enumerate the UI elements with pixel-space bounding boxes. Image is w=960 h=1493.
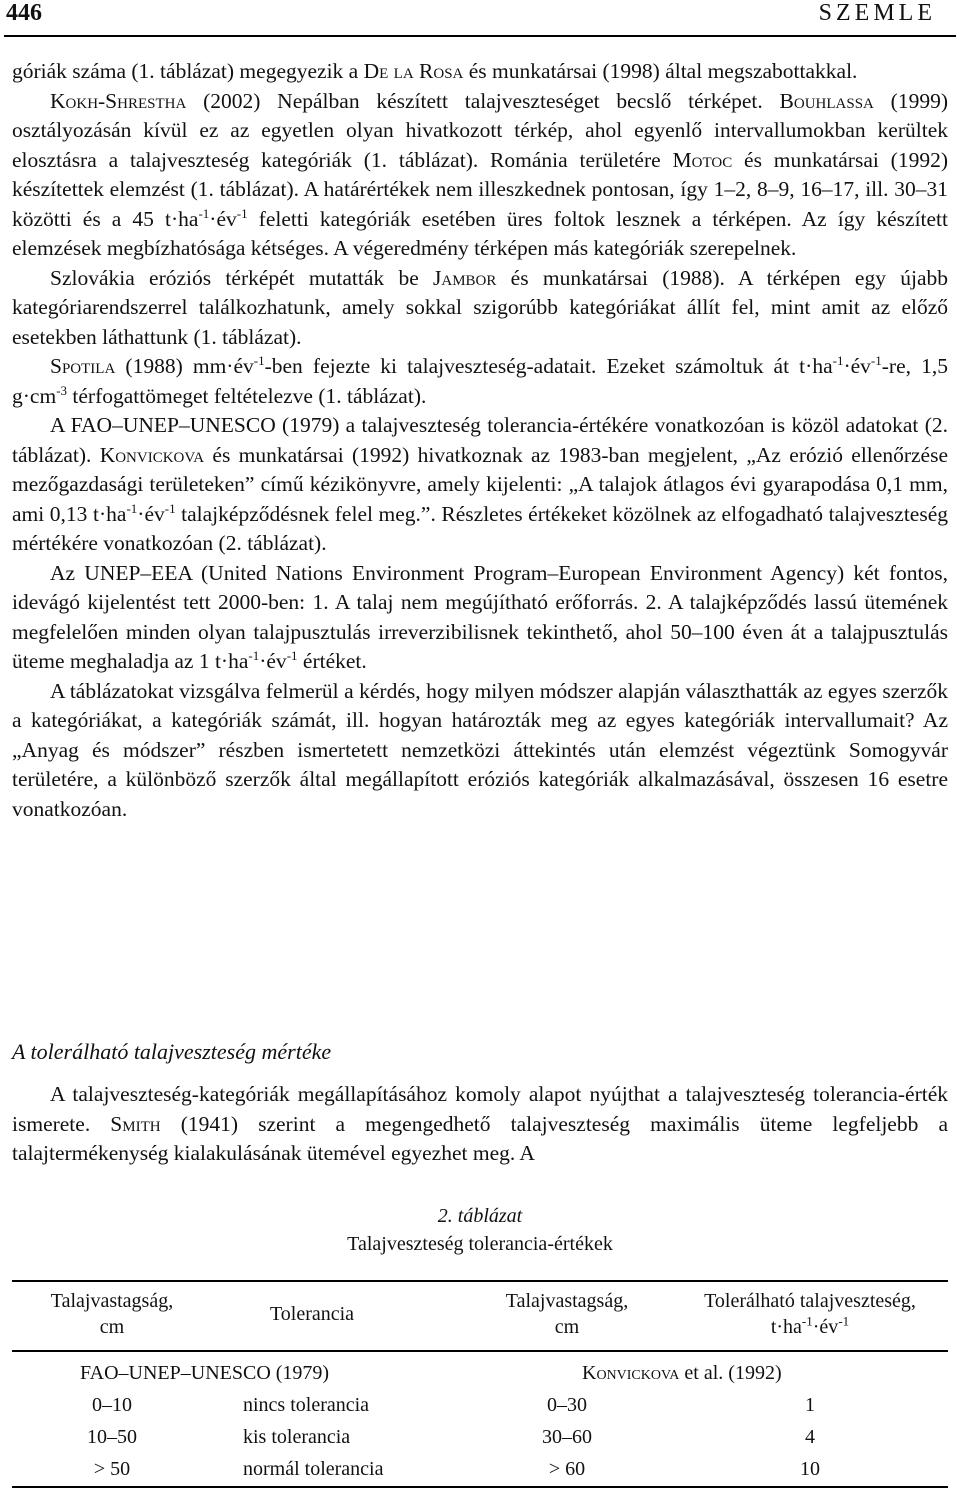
author-name: Smith [110,1111,161,1136]
cell-thickness: 10–50 [87,1426,137,1448]
cell-tolerance: normál tolerancia [243,1458,384,1480]
paragraph-8 [12,1080,948,1169]
text: ·év [259,649,287,673]
header-thickness-1 [12,1288,212,1340]
superscript: -1 [838,1313,850,1329]
cell-thickness-2: 30–60 [542,1426,592,1448]
paragraph-1 [12,57,948,87]
superscript: -1 [253,352,265,368]
text: Az UNEP–EEA (United Nations Environment Program–European Environment Agency) két fontos, idevágó kijelentést tett 2000-ben: 1. A talaj nem megújítható erőforrás. 2. A talajképződés lassú ütemének megfelelően minden olyan talajpusztulás irreverzibilisnek tekinthető, ahol 50–100 éven át a talajpusztulás üteme meghaladja az 1 t·ha [12,560,948,673]
superscript: -1 [164,500,176,516]
text: (1988) mm·év [115,354,254,378]
table-top-rule [12,1280,948,1282]
header-tolerance: Tolerancia [269,1303,355,1325]
text: és munkatársai (1992) hivatkoznak az 1983-ban megjelent, „Az erózió ellenőrzése mezőgazdasági területeken” című kézikönyvre, amely kijelenti: „A talajok átlagos évi gyarapodása 0,1 mm, ami 0,13 t·ha [12,442,948,526]
text: és munkatársai (1988). A térképen egy újabb kategóriarendszerrel találkozhatunk, amely sokkal szigorúbb kategóriákat állít fel, mint amit az előző esetekben láthattunk (1. táblázat). [12,265,949,349]
text: térfogattömeget feltételezve (1. táblázat). [67,383,427,408]
text: (1941) szerint a megengedhető talajveszteség maximális üteme legfeljebb a talajtermékenység kialakulásának ütemével egyezhet meg. A [12,1111,948,1165]
section-title: A tolerálható talajveszteség mértéke [12,1039,332,1064]
header-unit: cm [99,1316,125,1338]
source-right [582,1360,782,1386]
table-title: Talajveszteség tolerancia-értékek [347,1233,613,1255]
text: A FAO–UNEP–UNESCO (1979) a talajveszteség tolerancia-értékére vonatkozóan is közöl adatokat (2. táblázat). [12,413,948,467]
superscript: -1 [286,647,298,663]
text: feletti kategóriák esetében üres foltok lesznek a térképen. Az így készített elemzések megbízhatósága kétséges. A végeredmény térképen más kategóriák szerepelnek. [12,206,949,260]
source-left: FAO–UNEP–UNESCO (1979) [80,1362,330,1384]
text: talajképződésnek felel meg.”. Részletes értékeket közölnek az elfogadható talajveszteség mértékére vonatkozóan (2. táblázat). [12,501,948,555]
superscript: -1 [870,352,882,368]
text: (2002) Nepálban készített talajveszteséget becslő térképet. [186,88,780,113]
text: et al. (1992) [679,1362,782,1384]
text: góriák száma (1. táblázat) megegyezik a [12,59,364,83]
text: értéket. [297,649,367,673]
table-header-rule [12,1350,948,1352]
text: A talajveszteség-kategóriák megállapításához komoly alapot nyújthat a talajveszteség tolerancia-érték ismerete. [12,1082,948,1136]
paragraph-3 [12,264,948,353]
superscript: -1 [198,205,210,221]
header-text: Talajvastagság, [505,1290,629,1312]
author-name: Konvickova [99,442,205,467]
author-name: Bouhlassa [779,88,874,113]
page-header [0,0,960,40]
cell-thickness-2: 0–30 [547,1394,587,1416]
paragraph-5 [12,411,948,559]
cell-loss: 10 [800,1458,820,1480]
header-rule [4,35,956,37]
text: (1999) osztályozásán kívül ez az egyetlen olyan hivatkozott térkép, ahol egyenlő intervallumokban kerültek elosztásra a talajveszteség kategóriák (1. táblázat). Románia területére [12,88,948,172]
author-name: Jambor [433,265,497,290]
paragraph-6 [12,559,948,677]
cell-thickness: > 50 [93,1458,131,1480]
author-name: Konvickova [582,1362,680,1384]
cell-tolerance: nincs tolerancia [243,1394,370,1416]
superscript: -1 [236,205,248,221]
superscript: -1 [126,500,138,516]
header-text: Tolerálható talajveszteség, [704,1290,916,1312]
text: -ben fejezte ki talajveszteség-adatait. Ezeket számoltuk át t·ha [264,354,833,378]
superscript: -1 [801,1313,813,1329]
author-name: Spotila [50,354,116,378]
author-name: De la Rosa [363,59,464,83]
text: -re, 1,5 g·cm [12,354,948,408]
text: A táblázatokat vizsgálva felmerül a kérdés, hogy milyen módszer alapján választhatták az egyes szerzők a kategóriákat, a kategóriák számát, ill. hogyan határozták meg az egyes kategóriák intervallumait? Az „Anyag és módszer” részben ismertetett nemzetközi áttekintés után elemzést végeztünk Somogyvár területére, a különböző szerzők által megállapított eróziós kategóriák alkalmazásával, összesen 16 esetre vonatkozóan. [12,678,948,821]
paragraph-4 [12,352,948,411]
author-name: Motoc [672,147,733,172]
text: ·év [137,501,165,526]
section-body [12,1080,948,1169]
header-thickness-2 [472,1288,662,1340]
table-number: 2. táblázat [437,1205,523,1227]
paragraph-2 [12,87,948,264]
header-text: Talajvastagság, [50,1290,174,1312]
cell-thickness: 0–10 [92,1394,132,1416]
header-unit: t·ha [770,1316,802,1338]
table-bottom-rule [12,1486,948,1488]
superscript: -1 [248,647,260,663]
running-head: SZEMLE [818,0,936,26]
superscript: -3 [56,382,68,398]
author-name: Kokh-Shrestha [50,88,187,113]
cell-loss: 4 [805,1426,815,1448]
text: és munkatársai (1998) által megszabottakkal. [463,59,858,83]
text: Szlovákia eróziós térképét mutatták be [50,265,434,290]
body-text [12,57,948,824]
header-unit: cm [554,1316,580,1338]
text: és munkatársai (1992) készítettek elemzést (1. táblázat). A határértékek nem illeszkednek pontosan, így 1–2, 8–9, 16–17, ill. 30–31 közötti és a 45 t·ha [12,147,948,231]
text: ·év [209,206,237,231]
text: ·év [843,354,871,378]
header-unit: ·év [812,1316,839,1338]
paragraph-7 [12,677,948,825]
cell-loss: 1 [805,1394,815,1416]
page-number: 446 [6,0,42,26]
cell-tolerance: kis tolerancia [243,1426,351,1448]
header-tolerable-loss [672,1288,948,1340]
cell-thickness-2: > 60 [548,1458,586,1480]
superscript: -1 [832,352,844,368]
